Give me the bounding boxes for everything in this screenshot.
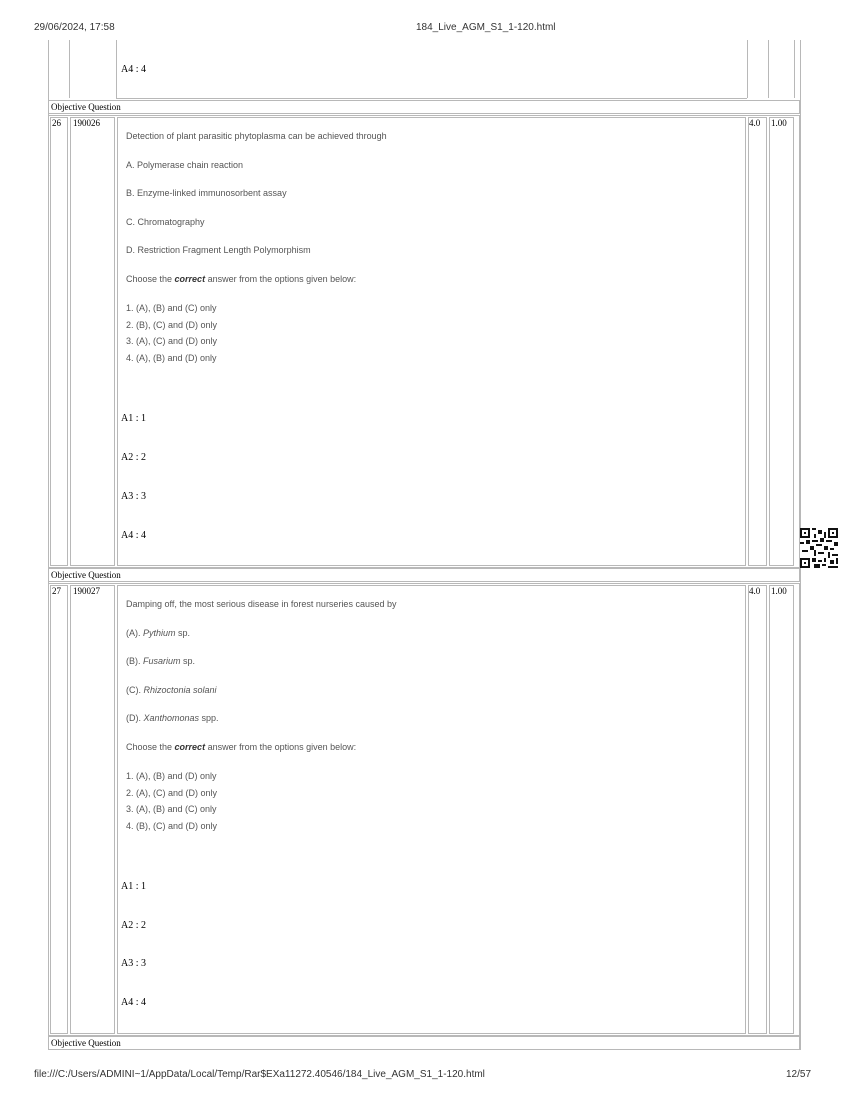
- q27-option-3: 3. (A), (B) and (C) only: [126, 804, 217, 814]
- q27-id: 190027: [73, 586, 100, 596]
- q26-answer-a4: A4 : 4: [121, 530, 146, 541]
- q27-option-1: 1. (A), (B) and (D) only: [126, 771, 217, 781]
- section-label: Objective Question: [48, 1036, 800, 1050]
- q26-number: 26: [52, 118, 61, 128]
- q27-statement-b: (B). Fusarium sp.: [126, 656, 196, 666]
- q27-options: [126, 768, 217, 834]
- q26-statement-b: B. Enzyme-linked immunosorbent assay: [126, 188, 287, 198]
- prev-answer-a4: A4 : 4: [121, 64, 146, 75]
- q26-answer-a3: A3 : 3: [121, 491, 146, 502]
- q26-option-3: 3. (A), (C) and (D) only: [126, 336, 218, 346]
- q26-negative-marks: 1.00: [771, 118, 787, 128]
- q27-number: 27: [52, 586, 61, 596]
- q27-marks: 4.0: [749, 586, 761, 596]
- print-datetime: 29/06/2024, 17:58: [34, 22, 115, 33]
- print-page-number: 12/57: [786, 1069, 812, 1080]
- q26-option-4: 4. (A), (B) and (D) only: [126, 352, 217, 363]
- print-doc-title: 184_Live_AGM_S1_1-120.html: [416, 22, 556, 33]
- q27-stem: Damping off, the most serious disease in forest nurseries caused by: [126, 599, 397, 609]
- q27-statement-a: (A). Pythium sp.: [126, 628, 191, 638]
- q26-answer-a1: A1 : 1: [121, 413, 146, 424]
- q26-option-2: 2. (B), (C) and (D) only: [126, 319, 218, 330]
- section-label: Objective Question: [48, 100, 800, 114]
- q27-option-4: 4. (B), (C) and (D) only: [126, 820, 218, 831]
- q27-answer-a3: A3 : 3: [121, 958, 146, 969]
- q26-statement-c: C. Chromatography: [126, 217, 205, 227]
- q26-marks: 4.0: [749, 118, 761, 128]
- q27-answer-a1: A1 : 1: [121, 881, 146, 892]
- q27-statement-d: (D). Xanthomonas spp.: [126, 713, 219, 723]
- q27-answer-a4: A4 : 4: [121, 997, 146, 1008]
- q27-statement-c: (C). Rhizoctonia solani: [126, 685, 217, 695]
- q27-negative-marks: 1.00: [771, 586, 787, 596]
- q27-answer-a2: A2 : 2: [121, 920, 146, 931]
- q26-options: [126, 300, 217, 366]
- print-file-path: file:///C:/Users/ADMINI~1/AppData/Local/Temp/Rar$EXa11272.40546/184_Live_AGM_S1_1-120.html: [34, 1069, 485, 1080]
- q26-option-1: 1. (A), (B) and (C) only: [126, 303, 217, 313]
- q26-statement-a: A. Polymerase chain reaction: [126, 160, 244, 170]
- q26-stem: Detection of plant parasitic phytoplasma can be achieved through: [126, 131, 387, 141]
- q27-option-2: 2. (A), (C) and (D) only: [126, 787, 218, 798]
- qr-code-icon: [800, 528, 838, 568]
- q27-instruction: Choose the correct answer from the options given below:: [126, 742, 357, 752]
- q26-id: 190026: [73, 118, 100, 128]
- q26-statement-d: D. Restriction Fragment Length Polymorphism: [126, 245, 311, 255]
- q26-instruction: Choose the correct answer from the options given below:: [126, 274, 357, 284]
- section-label: Objective Question: [48, 568, 800, 582]
- q26-answer-a2: A2 : 2: [121, 452, 146, 463]
